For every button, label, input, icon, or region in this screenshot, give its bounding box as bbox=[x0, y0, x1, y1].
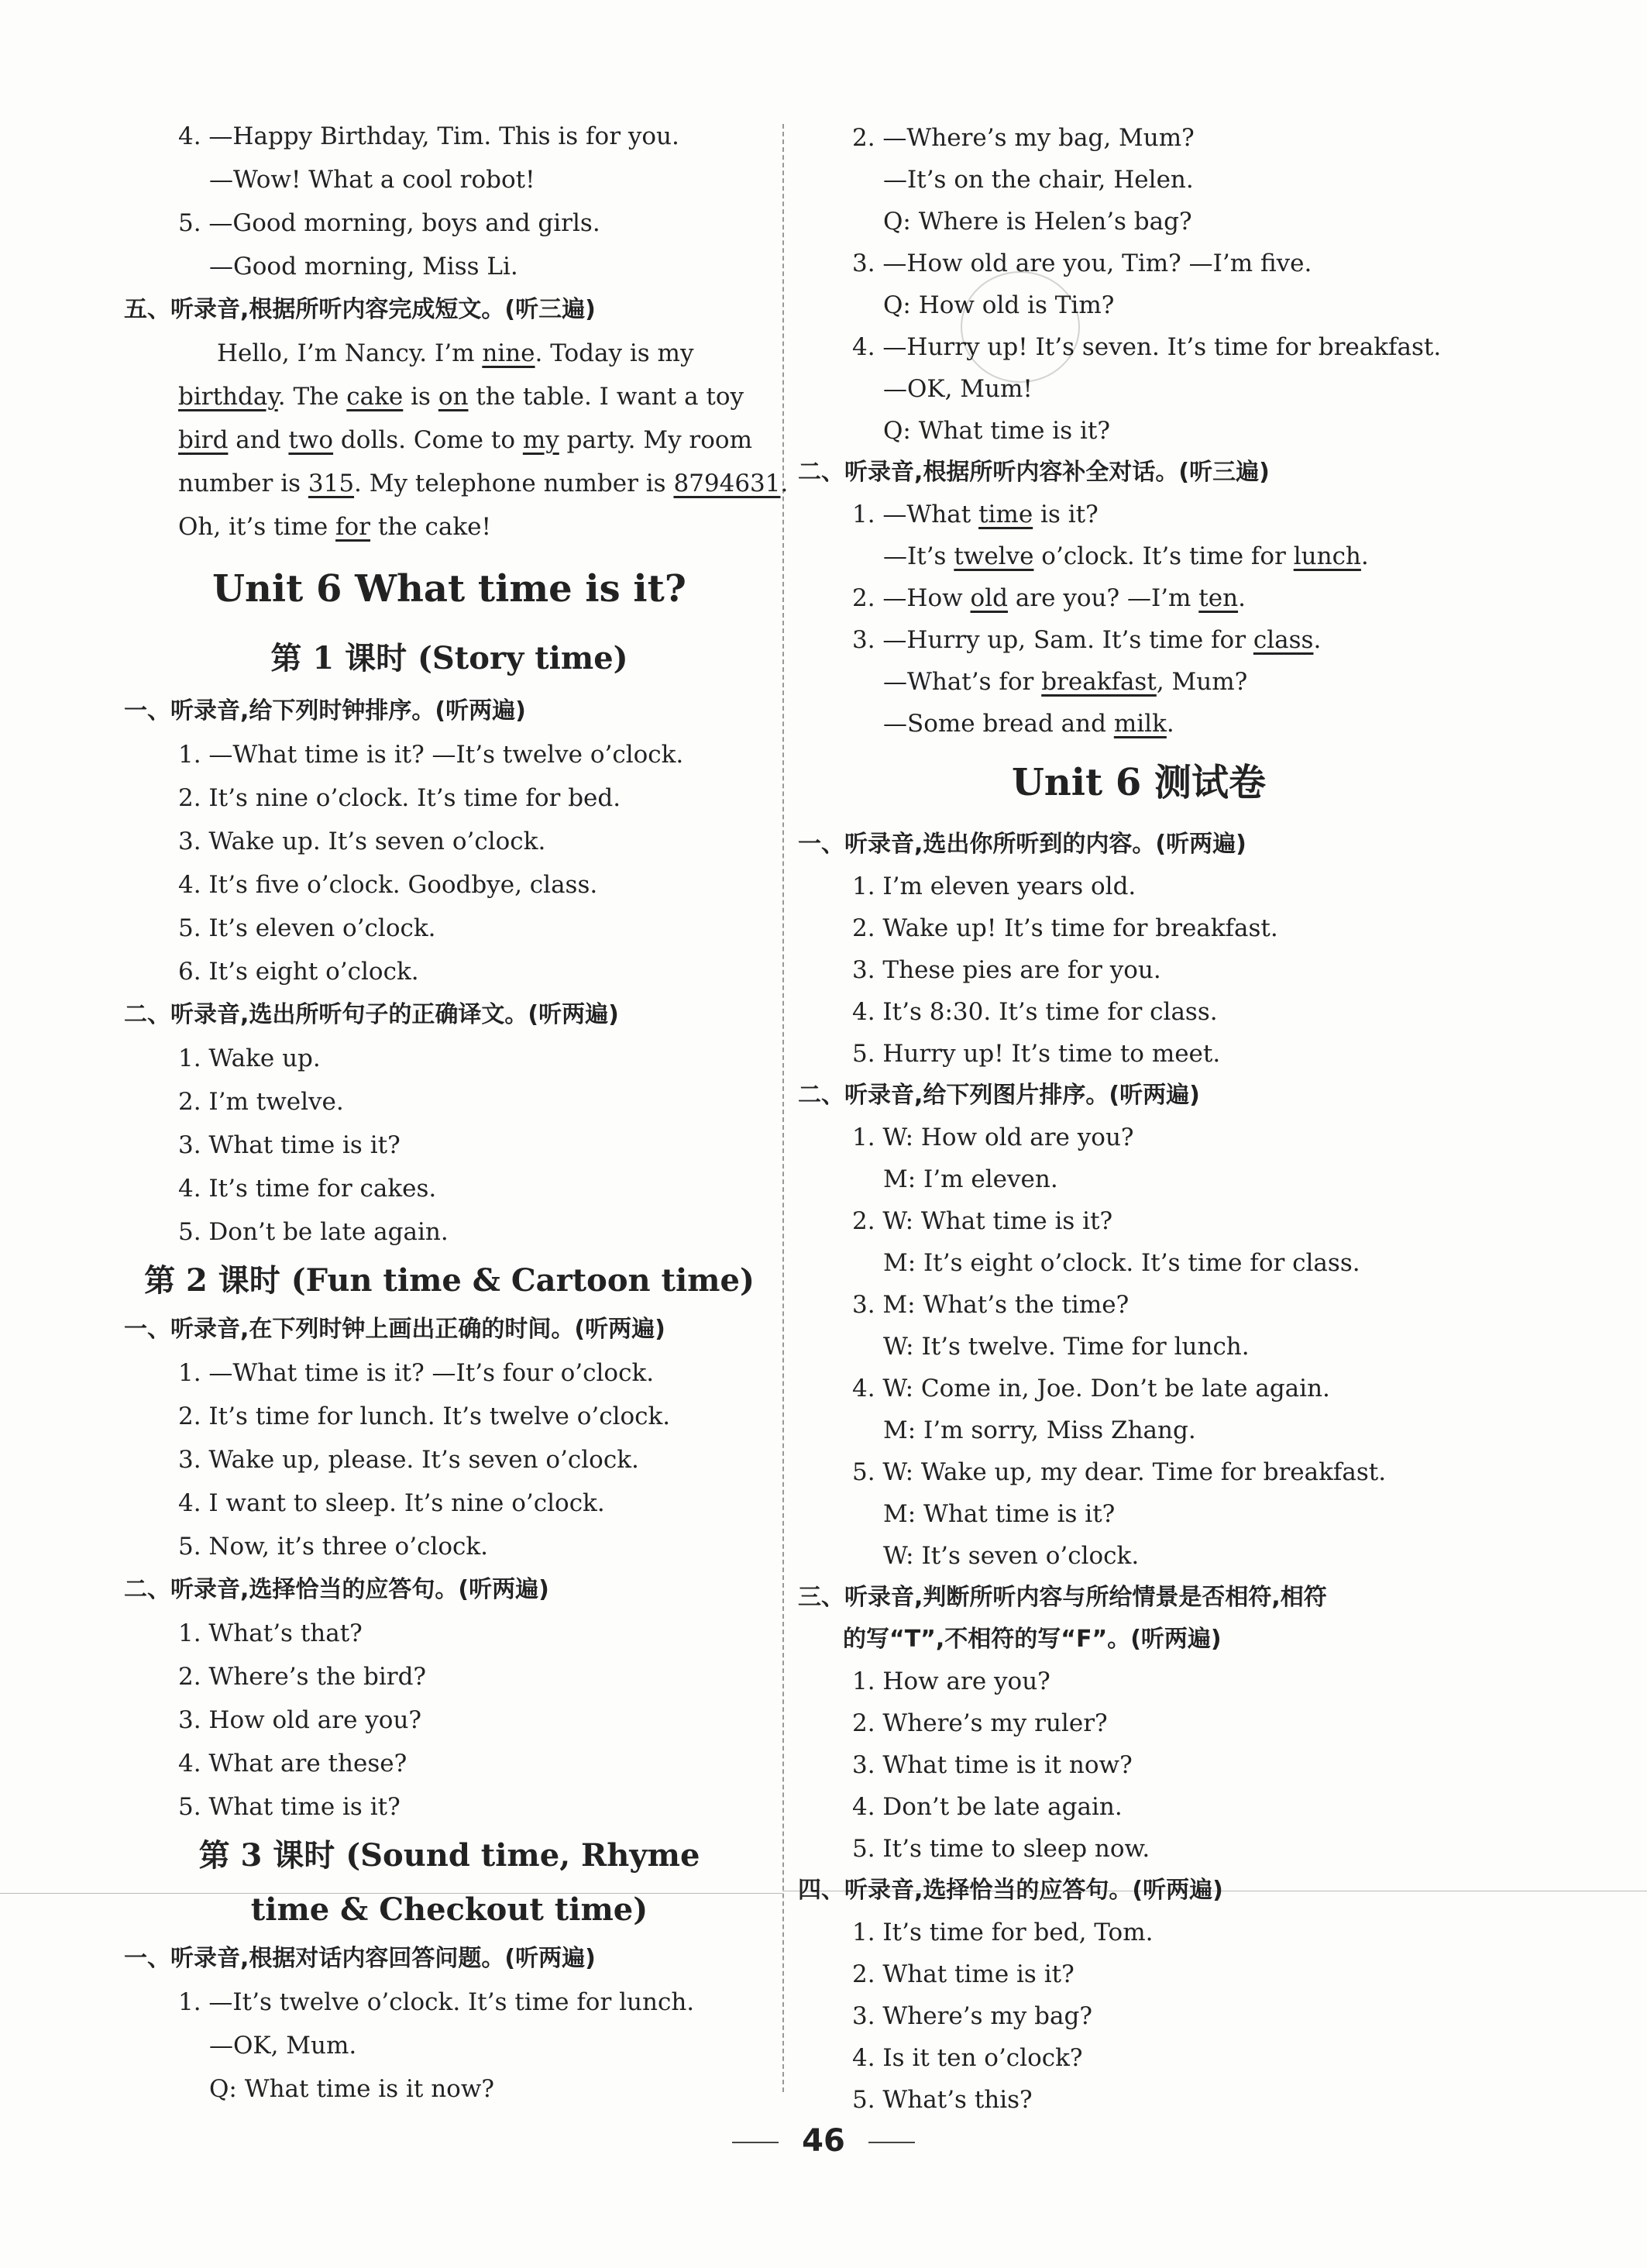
list-item: M: It’s eight o’clock. It’s time for class. bbox=[883, 1249, 1360, 1277]
lesson-heading: 第 1 课时 (Story time) bbox=[270, 640, 628, 676]
list-item: 5. Now, it’s three o’clock. bbox=[178, 1533, 489, 1561]
list-item: 5. Hurry up! It’s time to meet. bbox=[852, 1040, 1221, 1068]
list-item: 4. What are these? bbox=[178, 1750, 407, 1778]
list-item: 3. These pies are for you. bbox=[852, 956, 1161, 984]
section-heading: 一、听录音,根据对话内容回答问题。(听两遍) bbox=[124, 1945, 596, 1972]
list-item: 5. —Good morning, boys and girls. bbox=[178, 209, 600, 237]
list-item: 3. What time is it now? bbox=[852, 1751, 1133, 1779]
list-item: 5. What time is it? bbox=[178, 1793, 401, 1821]
passage-line: number is 315. My telephone number is 8794631. bbox=[178, 470, 789, 497]
list-item: 5. Don’t be late again. bbox=[178, 1218, 449, 1246]
list-item: 1. Wake up. bbox=[178, 1045, 321, 1072]
list-item: 6. It’s eight o’clock. bbox=[178, 958, 419, 986]
list-item: —OK, Mum. bbox=[209, 2032, 357, 2060]
watermark-stamp bbox=[961, 271, 1080, 383]
list-item: 2. Wake up! It’s time for breakfast. bbox=[852, 914, 1278, 942]
unit-title: Unit 6 What time is it? bbox=[212, 567, 686, 611]
list-item: 1. What’s that? bbox=[178, 1619, 363, 1647]
list-item: M: I’m sorry, Miss Zhang. bbox=[883, 1416, 1196, 1444]
list-item: 1. —It’s twelve o’clock. It’s time for lunch. bbox=[178, 1988, 695, 2016]
list-item: 1. W: How old are you? bbox=[852, 1124, 1134, 1151]
section-heading: 二、听录音,选择恰当的应答句。(听两遍) bbox=[124, 1576, 549, 1603]
section-heading: 一、听录音,在下列时钟上画出正确的时间。(听两遍) bbox=[124, 1316, 665, 1343]
list-item: W: It’s seven o’clock. bbox=[883, 1542, 1140, 1570]
list-item: 4. It’s 8:30. It’s time for class. bbox=[852, 998, 1218, 1026]
list-item: 2. Where’s my ruler? bbox=[852, 1709, 1108, 1737]
section-heading: 二、听录音,给下列图片排序。(听两遍) bbox=[798, 1082, 1200, 1109]
list-item: M: I’m eleven. bbox=[883, 1165, 1058, 1193]
list-item: Q: What time is it now? bbox=[209, 2075, 494, 2103]
list-item: 2. It’s nine o’clock. It’s time for bed. bbox=[178, 784, 621, 812]
list-item: 3. —How old are you, Tim? —I’m five. bbox=[852, 250, 1312, 277]
list-item: W: It’s twelve. Time for lunch. bbox=[883, 1333, 1250, 1361]
list-item: 1. —What time is it? —It’s four o’clock. bbox=[178, 1359, 655, 1387]
list-item: 5. It’s time to sleep now. bbox=[852, 1835, 1150, 1863]
dialogue-line: —It’s twelve o’clock. It’s time for lunch. bbox=[883, 542, 1369, 570]
lesson-heading: time & Checkout time) bbox=[250, 1891, 648, 1928]
list-item: 3. How old are you? bbox=[178, 1706, 422, 1734]
list-item: 4. Don’t be late again. bbox=[852, 1793, 1123, 1821]
section-heading: 四、听录音,选择恰当的应答句。(听两遍) bbox=[798, 1877, 1223, 1904]
list-item: 3. Wake up. It’s seven o’clock. bbox=[178, 828, 546, 855]
list-item: —Good morning, Miss Li. bbox=[209, 253, 518, 280]
section-heading: 五、听录音,根据所听内容完成短文。(听三遍) bbox=[124, 296, 596, 323]
page-number: 46 bbox=[0, 2123, 1647, 2159]
list-item: 2. —Where’s my bag, Mum? bbox=[852, 124, 1195, 152]
list-item: 2. It’s time for lunch. It’s twelve o’clock. bbox=[178, 1402, 671, 1430]
list-item: 5. It’s eleven o’clock. bbox=[178, 914, 436, 942]
list-item: 2. W: What time is it? bbox=[852, 1207, 1113, 1235]
list-item: 1. —What time is it? —It’s twelve o’clock. bbox=[178, 741, 684, 769]
list-item: —Wow! What a cool robot! bbox=[209, 166, 535, 194]
list-item: 2. Where’s the bird? bbox=[178, 1663, 427, 1691]
dialogue-line: 1. —What time is it? bbox=[852, 501, 1099, 528]
passage-line: birthday. The cake is on the table. I want a toy bbox=[178, 383, 744, 411]
section-heading: 的写“T”,不相符的写“F”。(听两遍) bbox=[843, 1626, 1222, 1653]
passage-line: Oh, it’s time for the cake! bbox=[178, 513, 491, 541]
list-item: 1. I’m eleven years old. bbox=[852, 872, 1136, 900]
section-heading: 一、听录音,给下列时钟排序。(听两遍) bbox=[124, 697, 526, 724]
list-item: 2. What time is it? bbox=[852, 1960, 1075, 1988]
list-item: 4. —Hurry up! It’s seven. It’s time for breakfast. bbox=[852, 333, 1442, 361]
list-item: 3. Where’s my bag? bbox=[852, 2002, 1092, 2030]
section-heading: 二、听录音,根据所听内容补全对话。(听三遍) bbox=[798, 459, 1270, 486]
passage-line: bird and two dolls. Come to my party. My room bbox=[178, 426, 752, 454]
passage-line: Hello, I’m Nancy. I’m nine. Today is my bbox=[217, 339, 694, 367]
list-item: 4. I want to sleep. It’s nine o’clock. bbox=[178, 1489, 605, 1517]
list-item: Q: Where is Helen’s bag? bbox=[883, 208, 1192, 236]
list-item: 5. W: Wake up, my dear. Time for breakfast. bbox=[852, 1458, 1387, 1486]
lesson-heading: 第 3 课时 (Sound time, Rhyme bbox=[198, 1837, 700, 1874]
dialogue-line: 2. —How old are you? —I’m ten. bbox=[852, 584, 1246, 612]
list-item: 4. It’s five o’clock. Goodbye, class. bbox=[178, 871, 598, 899]
list-item: 4. Is it ten o’clock? bbox=[852, 2044, 1083, 2072]
test-title: Unit 6 测试卷 bbox=[1012, 761, 1266, 804]
section-heading: 二、听录音,选出所听句子的正确译文。(听两遍) bbox=[124, 1001, 619, 1028]
list-item: 5. What’s this? bbox=[852, 2086, 1033, 2114]
lesson-heading: 第 2 课时 (Fun time & Cartoon time) bbox=[144, 1262, 755, 1299]
list-item: 3. What time is it? bbox=[178, 1131, 401, 1159]
list-item: 1. How are you? bbox=[852, 1667, 1050, 1695]
section-heading: 三、听录音,判断所听内容与所给情景是否相符,相符 bbox=[798, 1584, 1327, 1611]
list-item: Q: How old is Tim? bbox=[883, 291, 1115, 319]
list-item: 4. —Happy Birthday, Tim. This is for you. bbox=[178, 122, 679, 150]
dialogue-line: 3. —Hurry up, Sam. It’s time for class. bbox=[852, 626, 1322, 654]
list-item: 2. I’m twelve. bbox=[178, 1088, 344, 1116]
list-item: 3. M: What’s the time? bbox=[852, 1291, 1130, 1319]
list-item: Q: What time is it? bbox=[883, 417, 1110, 445]
list-item: 1. It’s time for bed, Tom. bbox=[852, 1919, 1154, 1946]
list-item: 3. Wake up, please. It’s seven o’clock. bbox=[178, 1446, 639, 1474]
list-item: —It’s on the chair, Helen. bbox=[883, 166, 1194, 194]
list-item: 4. W: Come in, Joe. Don’t be late again. bbox=[852, 1375, 1330, 1402]
dialogue-line: —Some bread and milk. bbox=[883, 710, 1174, 738]
section-heading: 一、听录音,选出你所听到的内容。(听两遍) bbox=[798, 831, 1246, 858]
list-item: 4. It’s time for cakes. bbox=[178, 1175, 437, 1203]
column-divider bbox=[782, 124, 784, 2092]
list-item: M: What time is it? bbox=[883, 1500, 1116, 1528]
list-item: —OK, Mum! bbox=[883, 375, 1033, 403]
dialogue-line: —What’s for breakfast, Mum? bbox=[883, 668, 1248, 696]
